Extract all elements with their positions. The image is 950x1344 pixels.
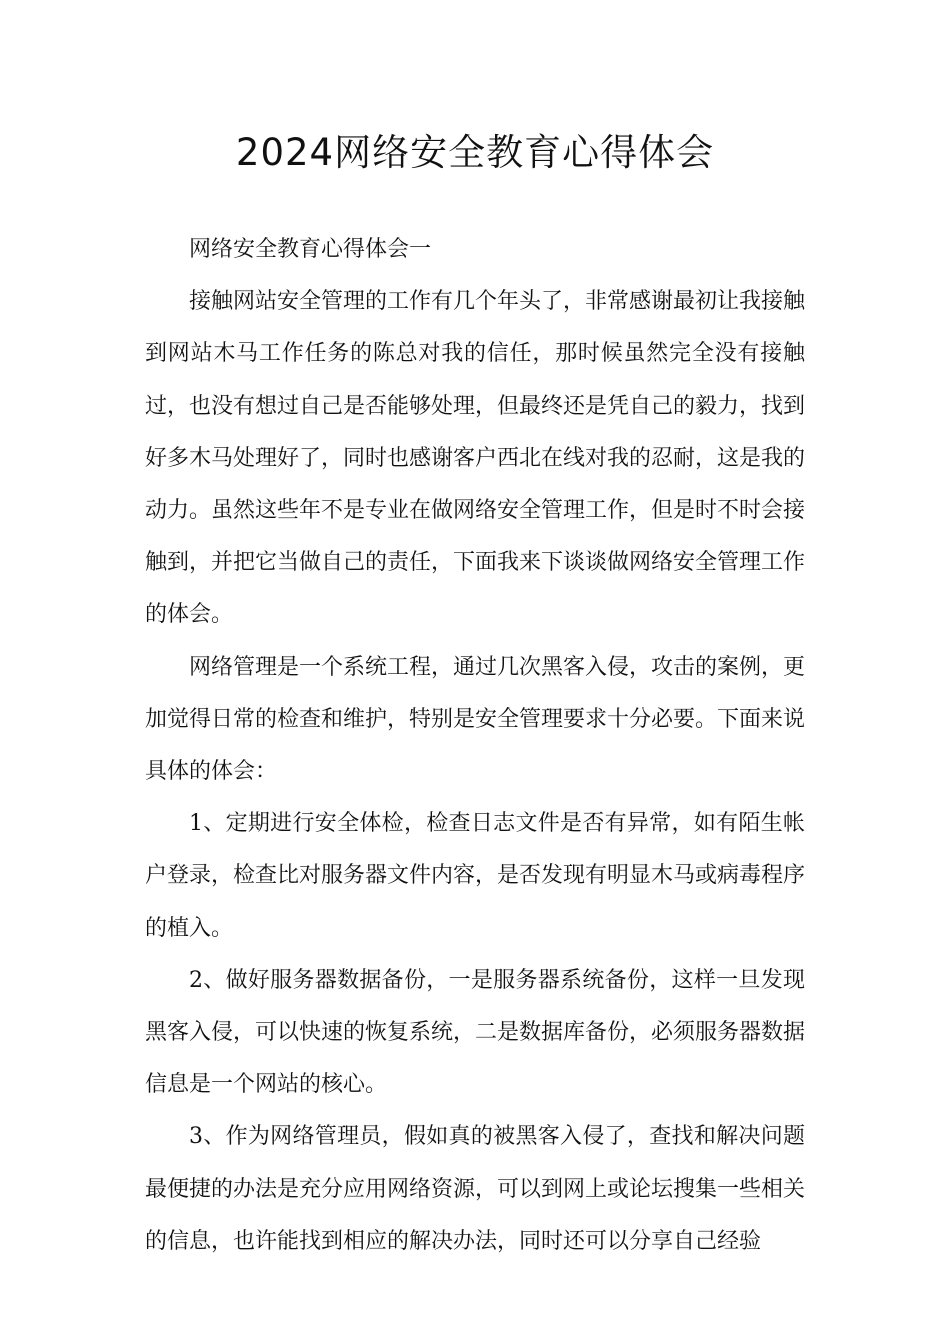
document-body <box>145 224 805 1268</box>
paragraph-3: 1、定期进行安全体检，检查日志文件是否有异常，如有陌生帐户登录，检查比对服务器文件内容，是否发现有明显木马或病毒程序的植入。 <box>145 811 806 941</box>
paragraph-1: 接触网站安全管理的工作有几个年头了，非常感谢最初让我接触到网站木马工作任务的陈总对我的信任，那时候虽然完全没有接触过，也没有想过自己是否能够处理，但最终还是凭自己的毅力，找到好多木马处理好了，同时也感谢客户西北在线对我的忍耐，这是我的动力。虽然这些年不是专业在做网络安全管理工作，但是时不时会接触到，并把它当做自己的责任，下面我来下谈谈做网络安全管理工作的体会。 <box>145 289 806 628</box>
paragraph-2: 网络管理是一个系统工程，通过几次黑客入侵，攻击的案例，更加觉得日常的检查和维护，特别是安全管理要求十分必要。下面来说具体的体会： <box>145 654 806 785</box>
paragraph-4: 2、做好服务器数据备份，一是服务器系统备份，这样一旦发现黑客入侵，可以快速的恢复系统，二是数据库备份，必须服务器数据信息是一个网站的核心。 <box>145 967 806 1098</box>
document-title: 2024网络安全教育心得体会 <box>235 131 715 174</box>
paragraph-5: 3、作为网络管理员，假如真的被黑客入侵了，查找和解决问题最便捷的办法是充分应用网络资源，可以到网上或论坛搜集一些相关的信息，也许能找到相应的解决办法，同时还可以分享自己经验 <box>145 1124 806 1254</box>
section-heading: 网络安全教育心得体会一 <box>189 237 432 262</box>
